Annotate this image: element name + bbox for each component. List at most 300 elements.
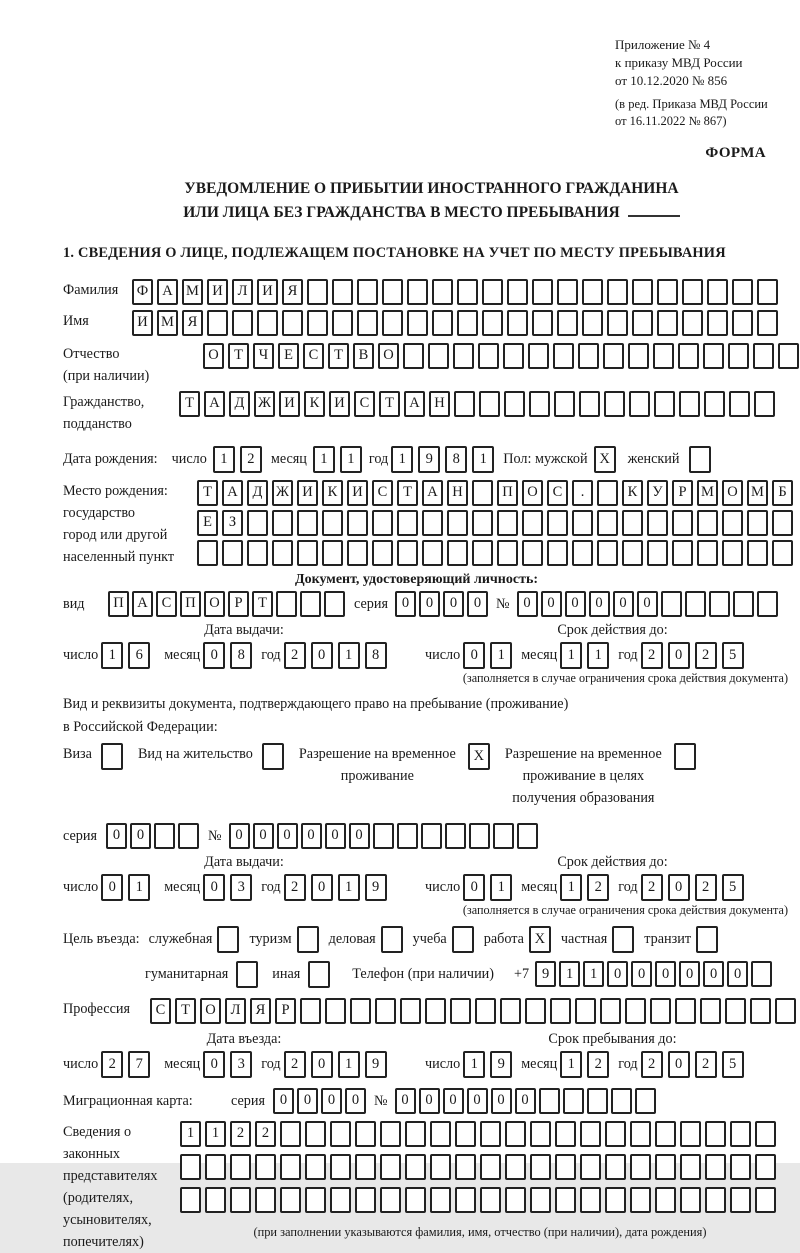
form-cell[interactable] <box>322 510 343 536</box>
form-cell[interactable] <box>472 540 493 566</box>
form-cell[interactable]: 1 <box>587 642 609 669</box>
form-cell[interactable] <box>722 540 743 566</box>
form-cell[interactable]: М <box>747 480 768 506</box>
form-cell[interactable]: Т <box>328 343 349 369</box>
form-cell[interactable]: П <box>108 591 129 617</box>
form-cell[interactable] <box>180 1187 201 1213</box>
form-cell[interactable]: М <box>697 480 718 506</box>
form-cell[interactable]: 1 <box>340 446 362 473</box>
form-cell[interactable] <box>635 1088 656 1114</box>
form-cell[interactable]: 2 <box>240 446 262 473</box>
form-cell[interactable]: 6 <box>128 642 150 669</box>
form-cell[interactable] <box>505 1121 526 1147</box>
form-cell[interactable] <box>101 743 123 770</box>
form-cell[interactable]: 0 <box>203 642 225 669</box>
form-cell[interactable]: З <box>222 510 243 536</box>
form-cell[interactable] <box>207 310 228 336</box>
form-cell[interactable] <box>580 1187 601 1213</box>
form-cell[interactable]: 0 <box>277 823 298 849</box>
form-cell[interactable] <box>522 540 543 566</box>
form-cell[interactable]: 9 <box>535 961 556 987</box>
form-cell[interactable]: С <box>354 391 375 417</box>
form-cell[interactable] <box>755 1187 776 1213</box>
form-cell[interactable] <box>557 279 578 305</box>
form-cell[interactable] <box>272 510 293 536</box>
form-cell[interactable]: У <box>647 480 668 506</box>
form-cell[interactable] <box>679 391 700 417</box>
form-cell[interactable]: 7 <box>128 1051 150 1078</box>
form-cell[interactable] <box>747 510 768 536</box>
form-cell[interactable]: X <box>468 743 490 770</box>
form-cell[interactable]: Е <box>197 510 218 536</box>
form-cell[interactable]: 2 <box>641 642 663 669</box>
form-cell[interactable] <box>357 279 378 305</box>
form-cell[interactable]: С <box>303 343 324 369</box>
form-cell[interactable] <box>305 1121 326 1147</box>
form-cell[interactable] <box>517 823 538 849</box>
form-cell[interactable] <box>579 391 600 417</box>
form-cell[interactable] <box>430 1187 451 1213</box>
form-cell[interactable]: 0 <box>589 591 610 617</box>
form-cell[interactable] <box>757 591 778 617</box>
form-cell[interactable] <box>751 961 772 987</box>
form-cell[interactable]: 1 <box>205 1121 226 1147</box>
form-cell[interactable]: . <box>572 480 593 506</box>
form-cell[interactable] <box>280 1121 301 1147</box>
form-cell[interactable]: 0 <box>463 874 485 901</box>
form-cell[interactable] <box>757 279 778 305</box>
form-cell[interactable] <box>582 310 603 336</box>
form-cell[interactable] <box>607 279 628 305</box>
form-cell[interactable] <box>604 391 625 417</box>
form-cell[interactable] <box>705 1187 726 1213</box>
form-cell[interactable] <box>455 1121 476 1147</box>
form-cell[interactable]: М <box>157 310 178 336</box>
form-cell[interactable]: О <box>200 998 221 1024</box>
form-cell[interactable]: 9 <box>418 446 440 473</box>
form-cell[interactable] <box>397 510 418 536</box>
form-cell[interactable]: О <box>203 343 224 369</box>
form-cell[interactable] <box>457 310 478 336</box>
form-cell[interactable] <box>280 1154 301 1180</box>
form-cell[interactable] <box>422 510 443 536</box>
form-cell[interactable] <box>178 823 199 849</box>
form-cell[interactable] <box>355 1121 376 1147</box>
form-cell[interactable] <box>247 540 268 566</box>
form-cell[interactable] <box>650 998 671 1024</box>
form-cell[interactable] <box>455 1187 476 1213</box>
form-cell[interactable]: 0 <box>631 961 652 987</box>
form-cell[interactable] <box>522 510 543 536</box>
form-cell[interactable] <box>330 1187 351 1213</box>
form-cell[interactable]: И <box>279 391 300 417</box>
form-cell[interactable] <box>257 310 278 336</box>
form-cell[interactable] <box>655 1187 676 1213</box>
form-cell[interactable] <box>397 823 418 849</box>
form-cell[interactable] <box>563 1088 584 1114</box>
form-cell[interactable] <box>674 743 696 770</box>
form-cell[interactable] <box>507 279 528 305</box>
form-cell[interactable]: 0 <box>301 823 322 849</box>
form-cell[interactable] <box>632 310 653 336</box>
form-cell[interactable] <box>572 510 593 536</box>
form-cell[interactable] <box>696 926 718 953</box>
form-cell[interactable] <box>778 343 799 369</box>
form-cell[interactable] <box>405 1154 426 1180</box>
form-cell[interactable]: 1 <box>213 446 235 473</box>
form-cell[interactable]: 8 <box>365 642 387 669</box>
form-cell[interactable] <box>500 998 521 1024</box>
form-cell[interactable]: Т <box>228 343 249 369</box>
form-cell[interactable]: А <box>422 480 443 506</box>
form-cell[interactable] <box>300 998 321 1024</box>
form-cell[interactable] <box>205 1154 226 1180</box>
form-cell[interactable] <box>322 540 343 566</box>
form-cell[interactable] <box>297 540 318 566</box>
form-cell[interactable]: 1 <box>313 446 335 473</box>
form-cell[interactable]: 2 <box>101 1051 123 1078</box>
form-cell[interactable] <box>529 391 550 417</box>
form-cell[interactable] <box>355 1187 376 1213</box>
form-cell[interactable] <box>497 510 518 536</box>
form-cell[interactable] <box>597 480 618 506</box>
form-cell[interactable] <box>403 343 424 369</box>
form-cell[interactable]: П <box>497 480 518 506</box>
form-cell[interactable]: 0 <box>655 961 676 987</box>
form-cell[interactable]: Ф <box>132 279 153 305</box>
form-cell[interactable] <box>753 343 774 369</box>
form-cell[interactable]: 0 <box>395 591 416 617</box>
form-cell[interactable]: И <box>329 391 350 417</box>
form-cell[interactable] <box>630 1154 651 1180</box>
form-cell[interactable] <box>707 310 728 336</box>
form-cell[interactable]: 0 <box>607 961 628 987</box>
form-cell[interactable]: 9 <box>365 1051 387 1078</box>
form-cell[interactable]: 8 <box>230 642 252 669</box>
form-cell[interactable]: К <box>304 391 325 417</box>
form-cell[interactable] <box>672 510 693 536</box>
form-cell[interactable] <box>547 540 568 566</box>
form-cell[interactable] <box>405 1121 426 1147</box>
form-cell[interactable]: Р <box>228 591 249 617</box>
form-cell[interactable] <box>425 998 446 1024</box>
form-cell[interactable] <box>525 998 546 1024</box>
form-cell[interactable] <box>622 510 643 536</box>
form-cell[interactable] <box>504 391 525 417</box>
form-cell[interactable] <box>445 823 466 849</box>
form-cell[interactable] <box>750 998 771 1024</box>
form-cell[interactable] <box>580 1121 601 1147</box>
form-cell[interactable]: А <box>157 279 178 305</box>
form-cell[interactable] <box>578 343 599 369</box>
form-cell[interactable] <box>305 1187 326 1213</box>
form-cell[interactable]: Р <box>672 480 693 506</box>
form-cell[interactable] <box>380 1121 401 1147</box>
form-cell[interactable]: 5 <box>722 1051 744 1078</box>
form-cell[interactable]: О <box>522 480 543 506</box>
form-cell[interactable] <box>605 1187 626 1213</box>
form-cell[interactable] <box>447 540 468 566</box>
form-cell[interactable]: 0 <box>203 874 225 901</box>
form-cell[interactable]: 1 <box>490 874 512 901</box>
form-cell[interactable] <box>503 343 524 369</box>
form-cell[interactable]: С <box>547 480 568 506</box>
form-cell[interactable]: К <box>322 480 343 506</box>
form-cell[interactable] <box>505 1154 526 1180</box>
form-cell[interactable]: 0 <box>515 1088 536 1114</box>
form-cell[interactable] <box>380 1154 401 1180</box>
form-cell[interactable]: 9 <box>365 874 387 901</box>
form-cell[interactable] <box>709 591 730 617</box>
form-cell[interactable]: 1 <box>338 642 360 669</box>
form-cell[interactable]: 0 <box>325 823 346 849</box>
form-cell[interactable] <box>775 998 796 1024</box>
form-cell[interactable]: Е <box>278 343 299 369</box>
form-cell[interactable] <box>397 540 418 566</box>
form-cell[interactable] <box>469 823 490 849</box>
form-cell[interactable] <box>478 343 499 369</box>
form-cell[interactable] <box>555 1154 576 1180</box>
form-cell[interactable]: А <box>404 391 425 417</box>
form-cell[interactable]: Н <box>447 480 468 506</box>
form-cell[interactable] <box>308 961 330 988</box>
form-cell[interactable] <box>729 391 750 417</box>
form-cell[interactable] <box>381 926 403 953</box>
form-cell[interactable]: Т <box>175 998 196 1024</box>
form-cell[interactable] <box>307 279 328 305</box>
form-cell[interactable]: 1 <box>472 446 494 473</box>
form-cell[interactable]: И <box>347 480 368 506</box>
form-cell[interactable]: 1 <box>128 874 150 901</box>
form-cell[interactable]: 0 <box>321 1088 342 1114</box>
form-cell[interactable]: 0 <box>395 1088 416 1114</box>
form-cell[interactable] <box>685 591 706 617</box>
form-cell[interactable] <box>654 391 675 417</box>
form-cell[interactable]: С <box>156 591 177 617</box>
form-cell[interactable] <box>447 510 468 536</box>
form-cell[interactable]: Н <box>429 391 450 417</box>
form-cell[interactable] <box>262 743 284 770</box>
form-cell[interactable]: X <box>529 926 551 953</box>
form-cell[interactable]: В <box>353 343 374 369</box>
form-cell[interactable]: Я <box>182 310 203 336</box>
form-cell[interactable] <box>554 391 575 417</box>
form-cell[interactable] <box>497 540 518 566</box>
form-cell[interactable]: И <box>207 279 228 305</box>
form-cell[interactable] <box>430 1154 451 1180</box>
form-cell[interactable]: 0 <box>349 823 370 849</box>
form-cell[interactable]: 0 <box>106 823 127 849</box>
form-cell[interactable]: М <box>182 279 203 305</box>
form-cell[interactable] <box>657 279 678 305</box>
form-cell[interactable]: 8 <box>445 446 467 473</box>
form-cell[interactable]: 2 <box>587 874 609 901</box>
form-cell[interactable]: 0 <box>637 591 658 617</box>
form-cell[interactable]: К <box>622 480 643 506</box>
form-cell[interactable] <box>603 343 624 369</box>
form-cell[interactable]: 0 <box>311 874 333 901</box>
form-cell[interactable]: Ч <box>253 343 274 369</box>
form-cell[interactable] <box>300 591 321 617</box>
form-cell[interactable] <box>682 310 703 336</box>
form-cell[interactable]: 0 <box>668 1051 690 1078</box>
form-cell[interactable] <box>725 998 746 1024</box>
form-cell[interactable] <box>405 1187 426 1213</box>
form-cell[interactable]: И <box>257 279 278 305</box>
form-cell[interactable]: 0 <box>679 961 700 987</box>
form-cell[interactable]: 0 <box>565 591 586 617</box>
form-cell[interactable] <box>733 591 754 617</box>
form-cell[interactable]: О <box>204 591 225 617</box>
form-cell[interactable]: 0 <box>668 874 690 901</box>
form-cell[interactable] <box>728 343 749 369</box>
form-cell[interactable] <box>297 510 318 536</box>
form-cell[interactable] <box>400 998 421 1024</box>
form-cell[interactable]: 0 <box>727 961 748 987</box>
form-cell[interactable] <box>597 510 618 536</box>
form-cell[interactable] <box>355 1154 376 1180</box>
form-cell[interactable] <box>230 1154 251 1180</box>
form-cell[interactable]: А <box>204 391 225 417</box>
form-cell[interactable] <box>407 279 428 305</box>
form-cell[interactable] <box>655 1121 676 1147</box>
form-cell[interactable]: 1 <box>101 642 123 669</box>
form-cell[interactable]: 0 <box>130 823 151 849</box>
form-cell[interactable] <box>730 1154 751 1180</box>
form-cell[interactable] <box>455 1154 476 1180</box>
form-cell[interactable] <box>297 926 319 953</box>
form-cell[interactable]: 2 <box>284 1051 306 1078</box>
form-cell[interactable] <box>772 540 793 566</box>
form-cell[interactable] <box>705 1121 726 1147</box>
form-cell[interactable] <box>505 1187 526 1213</box>
form-cell[interactable] <box>357 310 378 336</box>
form-cell[interactable] <box>755 1121 776 1147</box>
form-cell[interactable]: Ж <box>272 480 293 506</box>
form-cell[interactable] <box>276 591 297 617</box>
form-cell[interactable] <box>612 926 634 953</box>
form-cell[interactable] <box>217 926 239 953</box>
form-cell[interactable] <box>732 310 753 336</box>
form-cell[interactable] <box>587 1088 608 1114</box>
form-cell[interactable] <box>680 1187 701 1213</box>
form-cell[interactable] <box>280 1187 301 1213</box>
form-cell[interactable] <box>432 279 453 305</box>
form-cell[interactable]: 2 <box>230 1121 251 1147</box>
form-cell[interactable] <box>697 540 718 566</box>
form-cell[interactable] <box>197 540 218 566</box>
form-cell[interactable] <box>705 1154 726 1180</box>
form-cell[interactable] <box>539 1088 560 1114</box>
form-cell[interactable] <box>732 279 753 305</box>
form-cell[interactable] <box>703 343 724 369</box>
form-cell[interactable] <box>325 998 346 1024</box>
form-cell[interactable]: 1 <box>559 961 580 987</box>
form-cell[interactable]: 0 <box>467 591 488 617</box>
form-cell[interactable] <box>553 343 574 369</box>
form-cell[interactable] <box>572 540 593 566</box>
form-cell[interactable]: 0 <box>101 874 123 901</box>
form-cell[interactable]: 0 <box>467 1088 488 1114</box>
form-cell[interactable] <box>530 1121 551 1147</box>
form-cell[interactable]: X <box>594 446 616 473</box>
form-cell[interactable] <box>382 279 403 305</box>
form-cell[interactable] <box>575 998 596 1024</box>
form-cell[interactable]: 0 <box>311 1051 333 1078</box>
form-cell[interactable]: И <box>132 310 153 336</box>
form-cell[interactable] <box>154 823 175 849</box>
form-cell[interactable] <box>380 1187 401 1213</box>
form-cell[interactable]: 0 <box>419 591 440 617</box>
form-cell[interactable]: С <box>372 480 393 506</box>
form-cell[interactable] <box>232 310 253 336</box>
form-cell[interactable] <box>350 998 371 1024</box>
form-cell[interactable] <box>628 343 649 369</box>
form-cell[interactable]: 0 <box>541 591 562 617</box>
form-cell[interactable] <box>236 961 258 988</box>
form-cell[interactable]: 1 <box>560 1051 582 1078</box>
form-cell[interactable] <box>730 1121 751 1147</box>
form-cell[interactable] <box>704 391 725 417</box>
form-cell[interactable] <box>689 446 711 473</box>
form-cell[interactable]: Б <box>772 480 793 506</box>
form-cell[interactable] <box>632 279 653 305</box>
form-cell[interactable] <box>230 1187 251 1213</box>
form-cell[interactable] <box>475 998 496 1024</box>
form-cell[interactable] <box>479 391 500 417</box>
form-cell[interactable] <box>680 1121 701 1147</box>
form-cell[interactable] <box>657 310 678 336</box>
form-cell[interactable] <box>407 310 428 336</box>
form-cell[interactable]: 2 <box>641 1051 663 1078</box>
form-cell[interactable]: 2 <box>587 1051 609 1078</box>
form-cell[interactable] <box>480 1154 501 1180</box>
form-cell[interactable] <box>305 1154 326 1180</box>
form-cell[interactable] <box>597 540 618 566</box>
form-cell[interactable]: 1 <box>338 874 360 901</box>
form-cell[interactable] <box>661 591 682 617</box>
form-cell[interactable]: Т <box>179 391 200 417</box>
form-cell[interactable]: 2 <box>284 874 306 901</box>
form-cell[interactable] <box>480 1121 501 1147</box>
form-cell[interactable]: О <box>722 480 743 506</box>
form-cell[interactable] <box>547 510 568 536</box>
form-cell[interactable] <box>680 1154 701 1180</box>
form-cell[interactable] <box>347 540 368 566</box>
form-cell[interactable]: 0 <box>229 823 250 849</box>
form-cell[interactable]: Т <box>252 591 273 617</box>
form-cell[interactable] <box>472 480 493 506</box>
form-cell[interactable]: 0 <box>273 1088 294 1114</box>
form-cell[interactable] <box>605 1154 626 1180</box>
form-cell[interactable]: 2 <box>695 874 717 901</box>
form-cell[interactable] <box>222 540 243 566</box>
form-cell[interactable]: 1 <box>180 1121 201 1147</box>
form-cell[interactable] <box>607 310 628 336</box>
form-cell[interactable]: 2 <box>641 874 663 901</box>
form-cell[interactable]: Р <box>275 998 296 1024</box>
form-cell[interactable] <box>457 279 478 305</box>
form-cell[interactable] <box>373 823 394 849</box>
form-cell[interactable] <box>755 1154 776 1180</box>
form-cell[interactable] <box>532 279 553 305</box>
form-cell[interactable]: 0 <box>668 642 690 669</box>
form-cell[interactable] <box>180 1154 201 1180</box>
form-cell[interactable] <box>555 1121 576 1147</box>
form-cell[interactable] <box>472 510 493 536</box>
form-cell[interactable] <box>372 510 393 536</box>
form-cell[interactable]: 1 <box>463 1051 485 1078</box>
